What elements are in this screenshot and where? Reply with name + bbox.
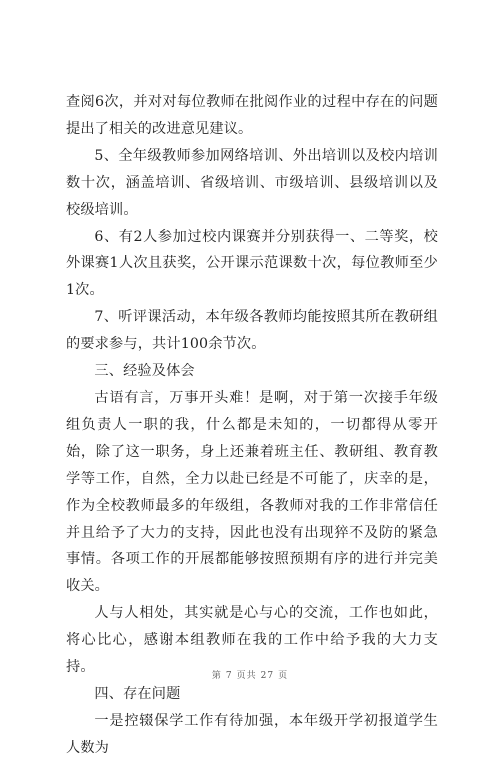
paragraph-item-5: 5、全年级教师参加网络培训、外出培训以及校内培训数十次，涵盖培训、省级培训、市级培训、县级培训以及校级培训。 — [66, 147, 438, 218]
section-heading-problems: 四、存在问题 — [94, 685, 181, 702]
footer-prefix: 第 — [211, 671, 222, 681]
paragraph-continuation: 查阅6次，并对对每位教师在批阅作业的过程中存在的问题提出了相关的改进意见建议。 — [66, 94, 438, 137]
section-heading-experience: 三、经验及体会 — [94, 363, 195, 380]
document-body — [66, 89, 438, 762]
paragraph-item-6: 6、有2人参加过校内课赛并分别获得一、二等奖，校外课赛1人次且获奖，公开课示范课数十次，每位教师至少1次。 — [66, 228, 438, 299]
footer-suffix: 页 — [278, 671, 289, 681]
page-footer — [0, 668, 500, 681]
footer-total-pages: 27 — [260, 671, 275, 681]
paragraph-experience: 古语有言，万事开头难！是啊，对于第一次接手年级组负责人一职的我，什么都是未知的，一切都得从零开始，除了这一职务，身上还兼着班主任、教研组、教育教学等工作，自然，全力以赴已经是不可能了，庆幸的是，作为全校教师最多的年级组，各教师对我的工作非常信任并且给予了大力的支持，因此也没有出现猝不及防的紧急事情。各项工作的开展都能够按照预期有序的进行并完美收关。 — [66, 389, 438, 595]
footer-page-number: 7 — [225, 671, 233, 681]
paragraph-item-7: 7、听评课活动，本年级各教师均能按照其所在教研组的要求参与，共计100余节次。 — [66, 309, 438, 353]
footer-middle: 页共 — [236, 671, 257, 681]
paragraph-problem-one: 一是控辍保学工作有待加强，本年级开学初报道学生人数为 — [66, 712, 438, 756]
paragraph-relationships: 人与人相处，其实就是心与心的交流，工作也如此，将心比心，感谢本组教师在我的工作中给予我的大力支持。 — [66, 605, 438, 676]
